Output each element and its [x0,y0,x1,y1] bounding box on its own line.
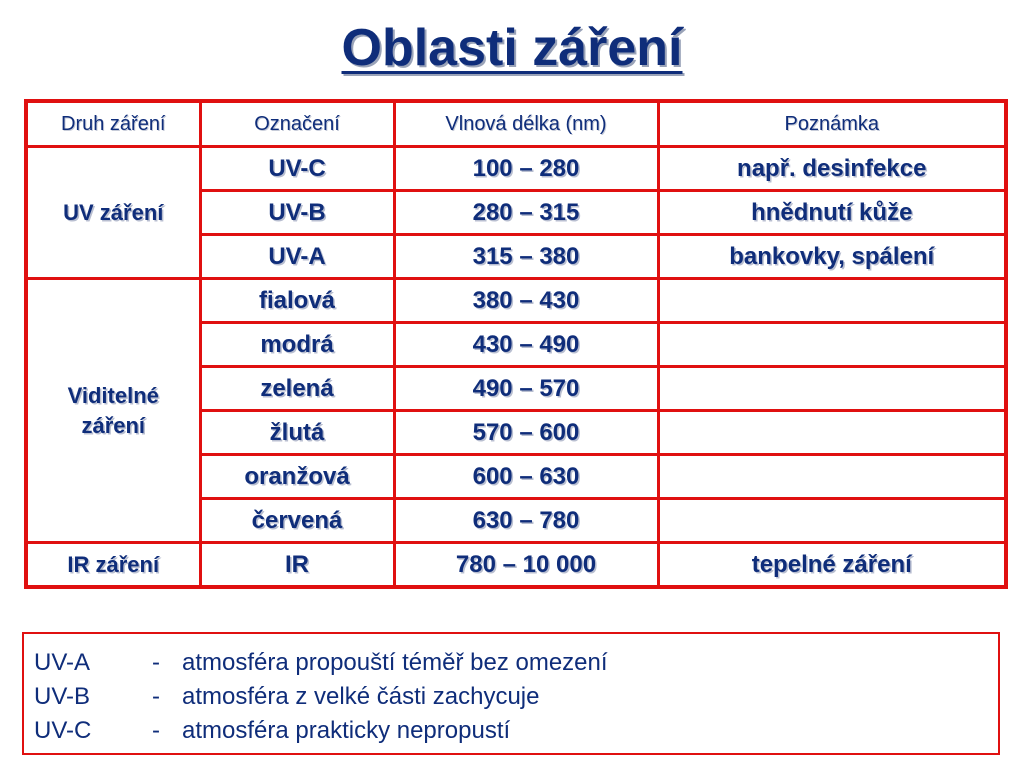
row-label: oranžová [200,455,394,499]
note-text: atmosféra propouští téměř bez omezení [182,649,608,676]
notes-box [22,632,1000,755]
row-note: hnědnutí kůže [658,191,1006,235]
header-wavelength: Vlnová délka (nm) [394,101,658,147]
row-range: 600 – 630 [394,455,658,499]
note-key: UV-B [34,683,91,710]
table-row [26,543,1006,588]
note-text: atmosféra z velké části zachycuje [182,683,540,710]
group-visible-label: Viditelné záření [67,382,159,438]
row-range: 315 – 380 [394,235,658,279]
row-note [658,279,1006,323]
table-header-row [26,101,1006,147]
note-key: UV-A [34,649,91,676]
row-note [658,411,1006,455]
table-row [26,147,1006,191]
row-label: UV-B [200,191,394,235]
row-range: 490 – 570 [394,367,658,411]
note-row [34,646,998,680]
row-range: 780 – 10 000 [394,543,658,588]
group-uv: UV záření [26,147,200,279]
row-note [658,323,1006,367]
row-range: 570 – 600 [394,411,658,455]
row-label: IR [200,543,394,588]
note-dash: - [152,649,160,676]
group-ir: IR záření [26,543,200,588]
note-key: UV-C [34,717,92,744]
row-range: 630 – 780 [394,499,658,543]
row-label: červená [200,499,394,543]
row-note: např. desinfekce [658,147,1006,191]
row-range: 100 – 280 [394,147,658,191]
group-visible [26,279,200,543]
table-row [26,279,1006,323]
row-note: bankovky, spálení [658,235,1006,279]
header-designation: Označení [200,101,394,147]
note-row [34,680,998,714]
row-label: UV-A [200,235,394,279]
row-note [658,499,1006,543]
note-dash: - [152,683,160,710]
note-row [34,714,998,748]
row-note [658,367,1006,411]
header-type: Druh záření [26,101,200,147]
row-range: 280 – 315 [394,191,658,235]
radiation-table [24,99,1008,589]
header-note: Poznámka [658,101,1006,147]
row-label: žlutá [200,411,394,455]
row-range: 380 – 430 [394,279,658,323]
note-dash: - [152,717,160,744]
row-label: modrá [200,323,394,367]
row-note [658,455,1006,499]
page-title: Oblasti záření [341,19,683,77]
row-label: zelená [200,367,394,411]
row-label: UV-C [200,147,394,191]
row-label: fialová [200,279,394,323]
row-range: 430 – 490 [394,323,658,367]
row-note: tepelné záření [658,543,1006,588]
note-text: atmosféra prakticky nepropustí [182,717,511,744]
